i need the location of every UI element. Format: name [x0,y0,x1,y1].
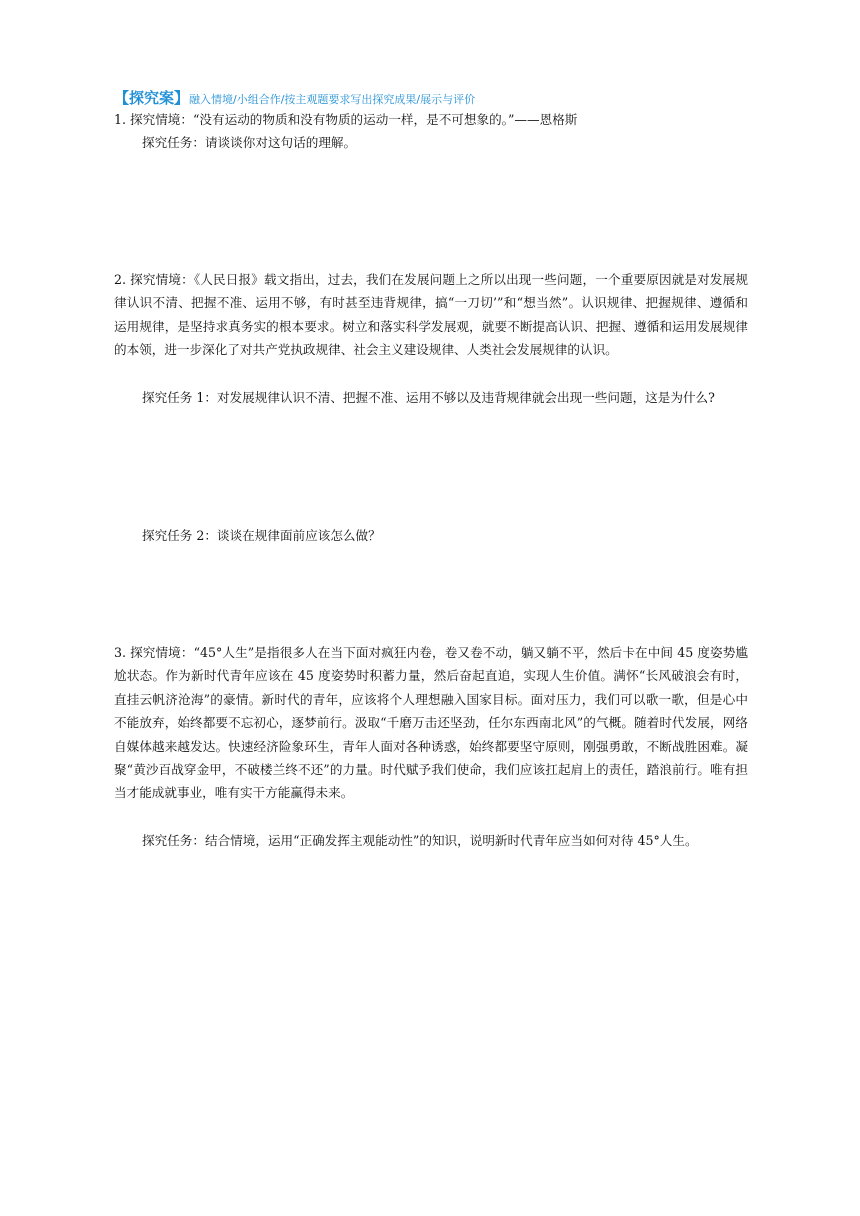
task-2-2: 探究任务 2：谈谈在规律面前应该怎么做？ [142,528,381,543]
task-3: 探究任务：结合情境，运用“正确发挥主观能动性”的知识，说明新时代青年应当如何对待 45°人生。 [142,833,698,848]
situation-3: 3. 探究情境：“45°人生”是指很多人在当下面对疯狂内卷，卷又卷不动，躺又躺不平，然后卡在中间 45 度姿势尴尬状态。作为新时代青年应该在 45 度姿势时积蓄力量，然后奋起直追，实现人生价值。满怀“长风破浪会有时，直挂云帆济沧海”的豪情。新时代的青年，应该将个人理想融入国家目标。面对压力，我们可以歌一歌，但是心中不能放弃，始终都要不忘初心，逐梦前行。汲取“千磨万击还坚劲，任尔东西南北风”的气概。随着时代发展，网络自媒体越来越发达。快速经济险象环生，青年人面对各种诱惑，始终都要坚守原则，刚强勇敢，不断战胜困难。凝聚“黄沙百战穿金甲，不破楼兰终不还”的力量。时代赋予我们使命，我们应该扛起肩上的责任，踏浪前行。唯有担当才能成就事业，唯有实干方能赢得未来。 [114,645,748,801]
section-title: 【探究案】 [114,89,190,107]
section-header [114,88,754,110]
situation-1: 1. 探究情境：“没有运动的物质和没有物质的运动一样，是不可想象的。”——恩格斯 [114,112,578,127]
section-subtitle: 融入情境/小组合作/按主观题要求写出探究成果/展示与评价 [189,93,476,106]
situation-2: 2. 探究情境：《人民日报》载文指出，过去，我们在发展问题上之所以出现一些问题，一个重要原因就是对发展规律认识不清、把握不准、运用不够，有时甚至违背规律，搞“一刀切’”和“想当然”。认识规律、把握规律、遵循和运用规律，是坚持求真务实的根本要求。树立和落实科学发展观，就要不断提高认识、把握、遵循和运用发展规律的本领，进一步深化了对共产党执政规律、社会主义建设规律、人类社会发展规律的认识。 [114,272,748,358]
task-1: 探究任务：请谈谈你对这句话的理解。 [142,135,357,150]
task-2-1: 探究任务 1：对发展规律认识不清、把握不准、运用不够以及违背规律就会出现一些问题，这是为什么? [142,390,715,405]
